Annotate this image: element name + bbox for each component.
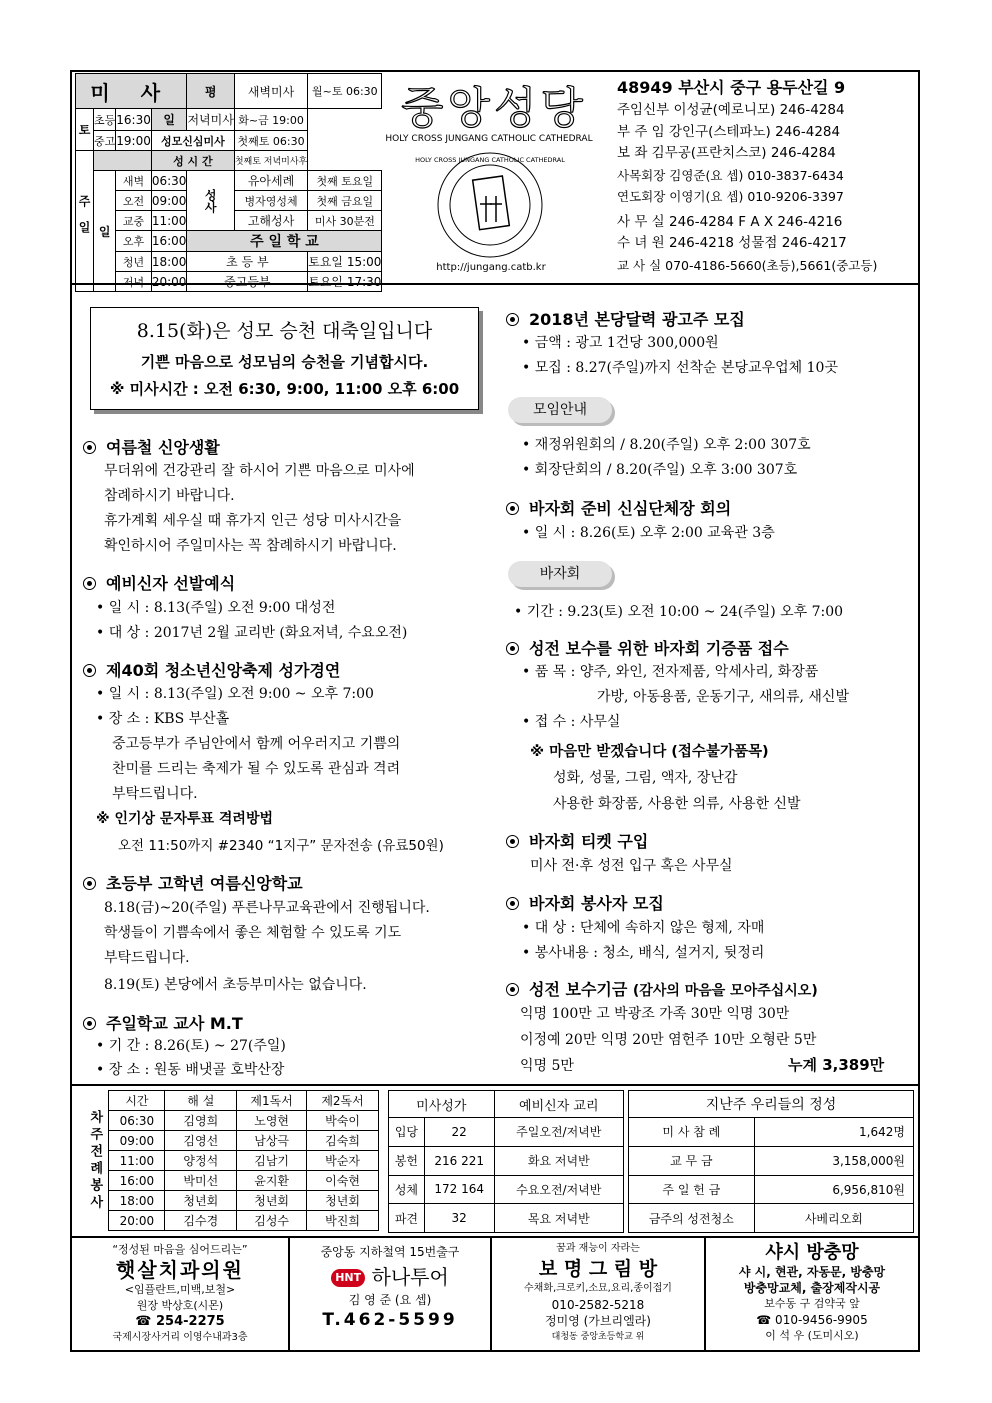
sunday-mass-time: 09:00 [151, 191, 187, 211]
text-line: 부탁드립니다. [112, 786, 198, 802]
section-summer-school: 초등부 고학년 여름신앙학교 [83, 871, 303, 894]
refused-items-title: ※ 마음만 받겠습니다 (접수불가품목) [530, 744, 769, 760]
section-teacher-mt: 주일학교 교사 M.T [83, 1011, 243, 1034]
text-line: • 대 상 : 단체에 속하지 않은 형제, 자매 [522, 920, 765, 936]
table-cell: 김영희 [165, 1111, 237, 1131]
school-time: 토요일 15:00 [308, 252, 382, 272]
table-cell: 16:00 [109, 1171, 165, 1191]
text-line: • 회장단회의 / 8.20(주일) 오후 3:00 307호 [522, 462, 798, 478]
saturday-label: 토 [76, 109, 94, 151]
table-cell: 목요 저녁반 [494, 1204, 623, 1233]
bullet-icon [83, 441, 96, 454]
bullet-icon [83, 664, 96, 677]
ad-window-screen: 샤시 방충망 샤 시, 현관, 자동문, 방충망 방충망교체, 출장제작시공 보수동 구 검약국 앞 ☎ 010-9456-9905 이 석 우 (도미시오) [738, 1242, 886, 1342]
feast-line: 기쁜 마음으로 성모님의 승천을 기념합시다. [140, 353, 429, 371]
sacrament-name: 유아세례 [234, 171, 307, 191]
saturday-mass-time: 16:30 [116, 109, 152, 131]
sacrament-label: 성사 [187, 171, 234, 231]
sacrament-time: 첫째 토요일 [308, 171, 382, 191]
contact-row: 주임신부 이성균(예로니모) 246-4284 [617, 102, 845, 118]
text-line: 휴가계획 세우실 때 휴가지 인근 성당 미사시간을 [104, 513, 402, 529]
bullet-icon [83, 577, 96, 590]
text-line: • 장 소 : KBS 부산홀 [96, 711, 230, 727]
column-header: 제2독서 [307, 1091, 379, 1111]
text-line: • 접 수 : 사무실 [522, 714, 621, 730]
sunday-mass-name: 오전 [116, 191, 152, 211]
text-line: • 기간 : 9.23(토) 오전 10:00 ~ 24(주일) 오후 7:00 [514, 604, 844, 620]
text-line: • 일 시 : 8.13(주일) 오전 9:00 ~ 오후 7:00 [96, 686, 374, 702]
table-cell: 주일오전/저녁반 [494, 1118, 623, 1147]
devotion-mass-time: 첫째토 06:30 [234, 131, 307, 151]
table-cell: 수요오전/저녁반 [494, 1175, 623, 1204]
text-line: 참례하시기 바랍니다. [104, 488, 235, 504]
text-line: 8.19(토) 본당에서 초등부미사는 없습니다. [104, 977, 367, 993]
sunday-mass-name: 오후 [116, 231, 152, 252]
bullet-icon [506, 502, 519, 515]
sunday-mass-time: 06:30 [151, 171, 187, 191]
sunday-school-header: 주 일 학 교 [187, 231, 382, 252]
table-cell: 파견 [389, 1204, 425, 1233]
pill-bazaar: 바자회 [508, 561, 612, 587]
school-name: 초 등 부 [187, 252, 308, 272]
ad-art-studio: 꿈과 재능이 자라는 보 명 그 림 방 수채화,크로키,소묘,요리,종이접기 010-2582-5218 정미영 (가브리엘라) 대청동 중앙초등학교 위 [524, 1243, 672, 1342]
table-cell: 09:00 [109, 1131, 165, 1151]
table-cell: 1,642명 [754, 1118, 913, 1147]
table-cell: 18:00 [109, 1191, 165, 1211]
ad-divider [490, 1238, 492, 1350]
sacrament-name: 고해성사 [234, 211, 307, 231]
section-bazaar-tickets: 바자회 티켓 구입 [506, 829, 648, 852]
text-line: 부탁드립니다. [104, 950, 190, 966]
table-cell: 6,956,810원 [754, 1175, 913, 1204]
section-bazaar-meeting: 바자회 준비 신심단체장 회의 [506, 496, 731, 519]
text-line: 사용한 화장품, 사용한 의류, 사용한 신발 [553, 796, 801, 812]
sacrament-name: 병자영성체 [234, 191, 307, 211]
table-cell: 남상극 [237, 1131, 307, 1151]
ad-divider [288, 1238, 290, 1350]
feast-box [90, 307, 479, 410]
column-header: 해 설 [165, 1091, 237, 1111]
contact-row: 부 주 임 강인구(스테파노) 246-4284 [617, 123, 841, 140]
table-cell: 22 [424, 1118, 494, 1147]
parish-url: http://jungang.catb.kr [436, 262, 546, 273]
sunday-mass-time: 18:00 [151, 252, 187, 272]
text-line: 익명 100만 고 박광조 가족 30만 익명 30만 [520, 1006, 790, 1022]
bottom-divider [71, 1084, 919, 1086]
table-cell: 김성수 [237, 1211, 307, 1231]
text-line: 확인하시어 주일미사는 꼭 참례하시기 바랍니다. [104, 538, 397, 554]
section-donations: 성전 보수를 위한 바자회 기증품 접수 [506, 636, 789, 659]
table-cell: 청년회 [307, 1191, 379, 1211]
table-cell: 교 무 금 [629, 1146, 755, 1175]
text-line: 무더위에 건강관리 잘 하시어 기쁜 마음으로 미사에 [104, 463, 415, 479]
table-cell: 봉헌 [389, 1146, 425, 1175]
ads-divider [71, 1236, 919, 1238]
sunday-mass-time: 11:00 [151, 211, 187, 231]
seal-text: HOLY CROSS JUNGANG CATHOLIC CATHEDRAL [415, 156, 565, 164]
liturgy-service-table [81, 1090, 379, 1231]
section-summer-faith: 여름철 신앙생활 [83, 435, 220, 458]
section-youth-festival: 제40회 청소년신앙축제 성가경연 [83, 658, 340, 681]
fund-total: 누계 3,389만 [788, 1056, 885, 1074]
text-line: • 장 소 : 원동 배냇골 호박산장 [96, 1062, 285, 1078]
choir-catechism-table [388, 1090, 624, 1233]
section-calendar-ads: 2018년 본당달력 광고주 모집 [506, 307, 745, 330]
hanatour-logo-icon: HNT [331, 1269, 365, 1287]
weekday-label: 평 [187, 74, 234, 109]
offering-table [628, 1090, 914, 1233]
sunday-mass-time: 16:00 [151, 231, 187, 252]
contact-row: 사 무 실 246-4284 F A X 246-4216 [617, 213, 843, 230]
table-cell: 김남기 [237, 1151, 307, 1171]
mass-header: 미 사 [76, 74, 187, 109]
bullet-icon [506, 983, 519, 996]
text-line: • 일 시 : 8.26(토) 오후 2:00 교육관 3층 [522, 525, 775, 541]
table-cell: 성체 [389, 1175, 425, 1204]
sunday-label-2: 일 [94, 171, 116, 292]
contact-row: 사목회장 김영준(요 셉) 010-3837-6434 [617, 167, 844, 183]
text-line: 8.18(금)~20(주일) 푸른나무교육관에서 진행됩니다. [104, 900, 430, 916]
bullet-icon [83, 877, 96, 890]
text-line: • 금액 : 광고 1건당 300,000원 [522, 335, 719, 351]
weekday-mass-name: 새벽미사 [234, 74, 307, 109]
table-cell: 이숙현 [307, 1171, 379, 1191]
text-line: • 봉사내용 : 청소, 배식, 설거지, 뒷정리 [522, 945, 765, 961]
table-cell: 청년회 [237, 1191, 307, 1211]
text-line: 익명 5만 [520, 1058, 574, 1074]
sunday-mass-name: 저녁 [116, 272, 152, 292]
contact-list [617, 100, 877, 276]
table-cell: 김영선 [165, 1131, 237, 1151]
section-repair-fund: 성전 보수기금 (감사의 마음을 모아주십시오) [506, 977, 818, 1000]
parish-subtitle: HOLY CROSS JUNGANG CATHOLIC CATHEDRAL [385, 134, 593, 144]
pill-meetings: 모임안내 [508, 397, 612, 423]
school-time: 토요일 17:30 [308, 272, 382, 292]
table-cell: 박진희 [307, 1211, 379, 1231]
text-line: 미사 전·후 성전 입구 혹은 사무실 [530, 858, 733, 874]
table-cell: 주 일 헌 금 [629, 1175, 755, 1204]
column-header: 예비신자 교리 [494, 1091, 623, 1118]
vote-note: 오전 11:50까지 #2340 “1지구” 문자전송 (유료50원) [118, 838, 444, 854]
offering-header: 지난주 우리들의 정성 [629, 1091, 914, 1118]
ad-dental-clinic: “정성된 마음을 심어드리는” 햇살치과의원 <임플란트,미백,보철> 원장 박상호(시몬) ☎ 254-2275 국제시장사거리 이영수내과3층 [112, 1243, 248, 1343]
text-line: 학생들이 기쁨속에서 좋은 체험할 수 있도록 기도 [104, 925, 402, 941]
table-cell: 32 [424, 1204, 494, 1233]
table-cell: 사베리오회 [754, 1204, 913, 1233]
saturday-mass-time: 19:00 [116, 131, 152, 151]
table-cell: 172 164 [424, 1175, 494, 1204]
mass-schedule-table [75, 73, 382, 292]
table-cell: 박순자 [307, 1151, 379, 1171]
section-catechumen-rite: 예비신자 선발예식 [83, 571, 235, 594]
parish-address: 48949 부산시 중구 용두산길 9 [617, 78, 846, 97]
text-line: 중고등부가 주님안에서 함께 어우러지고 기쁨의 [112, 736, 401, 752]
sunday-mass-name: 새벽 [116, 171, 152, 191]
column-header: 제1독서 [237, 1091, 307, 1111]
weekday-mass-time: 월~토 06:30 [308, 74, 382, 109]
text-line: 가방, 아동용품, 운동기구, 새의류, 새신발 [597, 689, 849, 705]
sunday-mass-name: 청년 [116, 252, 152, 272]
service-side-label: 차주전례봉사 [87, 1109, 103, 1212]
bullet-icon [506, 897, 519, 910]
ad-divider [704, 1238, 706, 1350]
vote-note-title: ※ 인기상 문자투표 격려방법 [96, 811, 273, 827]
sunday-label: 주일 [76, 151, 94, 292]
column-header: 미사성가 [389, 1091, 495, 1118]
table-cell: 양정석 [165, 1151, 237, 1171]
sacrament-time: 미사 30분전 [308, 211, 382, 231]
feast-title: 8.15(화)은 성모 승천 대축일입니다 [136, 320, 433, 342]
feast-times: ※ 미사시간 : 오전 6:30, 9:00, 11:00 오후 6:00 [109, 380, 460, 398]
table-cell: 윤지환 [237, 1171, 307, 1191]
holy-hour-time: 첫째토 저녁미사후 [234, 151, 307, 171]
text-line: • 품 목 : 양주, 와인, 전자제품, 악세사리, 화장품 [522, 664, 819, 680]
bullet-icon [83, 1017, 96, 1030]
ad-hanatour: 중앙동 지하철역 15번출구 HNT 하나투어 김 영 준 (요 셉) T.462-5599 [320, 1245, 460, 1330]
text-line: • 기 간 : 8.26(토) ~ 27(주일) [96, 1038, 286, 1054]
table-cell: 216 221 [424, 1146, 494, 1175]
table-cell: 3,158,000원 [754, 1146, 913, 1175]
parish-title: 중앙성당 [400, 83, 587, 134]
table-cell: 입당 [389, 1118, 425, 1147]
text-line: • 재정위원회의 / 8.20(주일) 오후 2:00 307호 [522, 437, 811, 453]
bullet-icon [506, 642, 519, 655]
contact-row: 교 사 실 070-4186-5660(초등),5661(중고등) [617, 257, 878, 273]
table-cell: 20:00 [109, 1211, 165, 1231]
text-line: 이정예 20만 익명 20만 염헌주 10만 오형란 5만 [520, 1032, 817, 1048]
table-cell: 미 사 참 례 [629, 1118, 755, 1147]
table-cell: 화요 저녁반 [494, 1146, 623, 1175]
weekday-mass-time: 화~금 19:00 [234, 109, 307, 131]
table-cell: 김숙희 [307, 1131, 379, 1151]
parish-seal-icon [415, 148, 565, 263]
text-line: • 모집 : 8.27(주일)까지 선착순 본당교우업체 10곳 [522, 360, 838, 376]
bullet-icon [506, 835, 519, 848]
sunday-mass-time: 20:00 [151, 272, 187, 292]
header-divider [71, 283, 919, 285]
contact-row: 연도회장 이영기(요 셉) 010-9206-3397 [617, 189, 844, 204]
table-cell: 06:30 [109, 1111, 165, 1131]
table-cell: 박숙이 [307, 1111, 379, 1131]
devotion-mass-name: 성모신심미사 [151, 131, 234, 151]
bullet-icon [506, 313, 519, 326]
saturday-mass-name: 초등 [94, 109, 116, 131]
table-cell: 청년회 [165, 1191, 237, 1211]
weekday-mass-name: 저녁미사 [187, 109, 234, 131]
text-line: • 일 시 : 8.13(주일) 오전 9:00 대성전 [96, 600, 336, 616]
text-line: 찬미를 드리는 축제가 될 수 있도록 관심과 격려 [112, 761, 401, 777]
holy-hour-name: 성 시 간 [151, 151, 234, 171]
table-cell: 11:00 [109, 1151, 165, 1171]
weekday-label-2: 일 [151, 109, 187, 131]
school-name: 중고등부 [187, 272, 308, 292]
text-line: • 대 상 : 2017년 2월 교리반 (화요저녁, 수요오전) [96, 625, 408, 641]
sunday-mass-name: 교중 [116, 211, 152, 231]
table-cell: 김수경 [165, 1211, 237, 1231]
contact-row: 보 좌 김무공(프란치스코) 246-4284 [617, 145, 836, 161]
table-cell: 금주의 성전청소 [629, 1204, 755, 1233]
contact-row: 수 녀 원 246-4218 성물점 246-4217 [617, 235, 847, 251]
sacrament-time: 첫째 금요일 [308, 191, 382, 211]
text-line: 성화, 성물, 그림, 액자, 장난감 [553, 770, 738, 786]
table-cell: 박미선 [165, 1171, 237, 1191]
saturday-mass-name: 중고 [94, 131, 116, 151]
column-header: 시간 [109, 1091, 165, 1111]
section-bazaar-volunteers: 바자회 봉사자 모집 [506, 891, 664, 914]
table-cell: 노영현 [237, 1111, 307, 1131]
